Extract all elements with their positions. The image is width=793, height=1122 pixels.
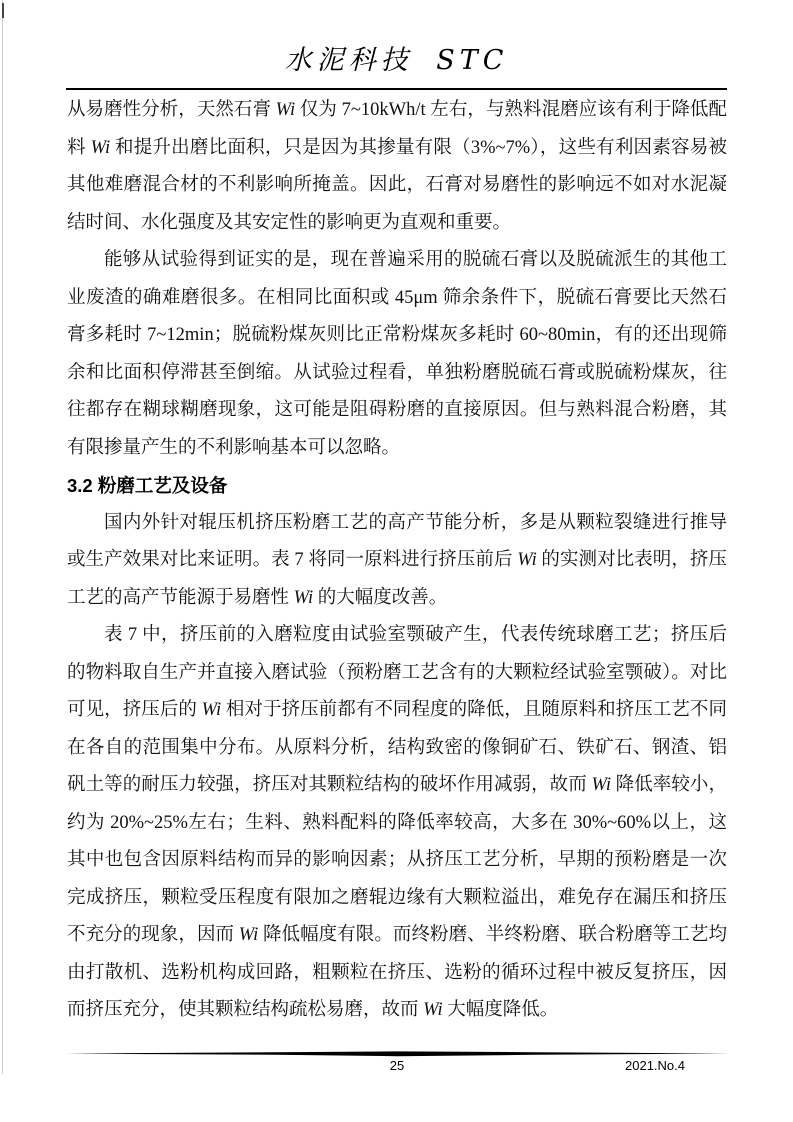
text-run: 国内外针对辊压机挤压粉磨工艺的高产节能分析，多是从颗粒裂缝进行推导或生产效果对比来证明。表 7 将同一原料进行挤压前后 (67, 512, 727, 570)
text-run: 的大幅度改善。 (313, 587, 448, 608)
text-run: 能够从试验得到证实的是，现在普遍采用的脱硫石膏以及脱硫派生的其他工业废渣的确难磨很多。在相同比面积或 45μm 筛余条件下，脱硫石膏要比天然石膏多耗时 7~12min；脱硫粉煤灰则比正常粉煤灰多耗时 60~80min，有的还出现筛余和比面积停滞甚至倒缩。从试验过程看，单独粉磨脱硫石膏或脱硫粉煤灰，往往都存在糊球糊磨现象，这可能是阻碍粉磨的直接原因。但与熟料混合粉磨，其有限掺量产生的不利影响基本可以忽略。 (67, 250, 727, 458)
journal-header-title: 水泥科技 STC (284, 45, 509, 76)
paragraph (67, 92, 727, 242)
text-run: 从易磨性分析，天然石膏 (67, 100, 276, 120)
paragraph (67, 242, 727, 467)
italic-symbol: Wi (238, 925, 259, 945)
italic-symbol: Wi (423, 1000, 443, 1020)
header-rule (66, 88, 727, 90)
footer-rule (65, 1051, 730, 1057)
scan-edge-mark (2, 3, 4, 18)
text-run: 和提升出磨比面积，只是因为其掺量有限（3%~7%），这些有利因素容易被其他难磨混合材的不利影响所掩盖。因此，石膏对易磨性的影响远不如对水泥凝结时间、水化强度及其安定性的影响更为直观和重要。 (67, 137, 727, 233)
text-run: 的实测对比表明，挤压工艺的高产节能源于易磨性 (67, 550, 727, 608)
text-run: 降低率较小，约为 20%~25%左右；生料、熟料配料的降低率较高，大多在 30%~60%以上，这其中也包含因原料结构而异的影响因素；从挤压工艺分析，早期的预粉磨是一次完成挤压，颗粒受压程度有限加之磨辊边缘有大颗粒溢出，难免存在漏压和挤压不充分的现象，因而 (67, 775, 727, 945)
document-body (67, 92, 727, 1030)
italic-symbol: Wi (293, 587, 314, 608)
scan-edge-line (2, 0, 3, 1074)
text-run: 降低幅度有限。而终粉磨、半终粉磨、联合粉磨等工艺均由打散机、选粉机构成回路，粗颗粒在挤压、选粉的循环过程中被反复挤压，因而挤压充分，使其颗粒结构疏松易磨，故而 (67, 925, 727, 1020)
italic-symbol: Wi (591, 775, 611, 795)
italic-symbol: Wi (275, 100, 296, 120)
paragraph (67, 505, 727, 618)
paragraph (67, 617, 727, 1030)
italic-symbol: Wi (201, 700, 222, 720)
text-run: 相对于挤压前都有不同程度的降低，且随原料和挤压工艺不同在各自的范围集中分布。从原料分析，结构致密的像铜矿石、铁矿石、钢渣、铝矾土等的耐压力较强，挤压对其颗粒结构的破坏作用减弱，故而 (67, 700, 727, 795)
footer-issue-label: 2021.No.4 (625, 1058, 685, 1073)
text-run: 表 7 中，挤压前的入磨粒度由试验室颚破产生，代表传统球磨工艺；挤压后的物料取自生产并直接入磨试验（预粉磨工艺含有的大颗粒经试验室颚破）。对比可见，挤压后的 (67, 625, 727, 720)
text-run: 大幅度降低。 (442, 1000, 559, 1020)
footer-page-number: 25 (389, 1058, 405, 1073)
section-heading (67, 467, 727, 505)
italic-symbol: Wi (517, 550, 537, 570)
text-run: 3.2 粉磨工艺及设备 (67, 475, 228, 496)
text-run: 仅为 7~10kWh/t 左右，与熟料混磨应该有利于降低配料 (67, 100, 727, 158)
italic-symbol: Wi (90, 137, 111, 158)
